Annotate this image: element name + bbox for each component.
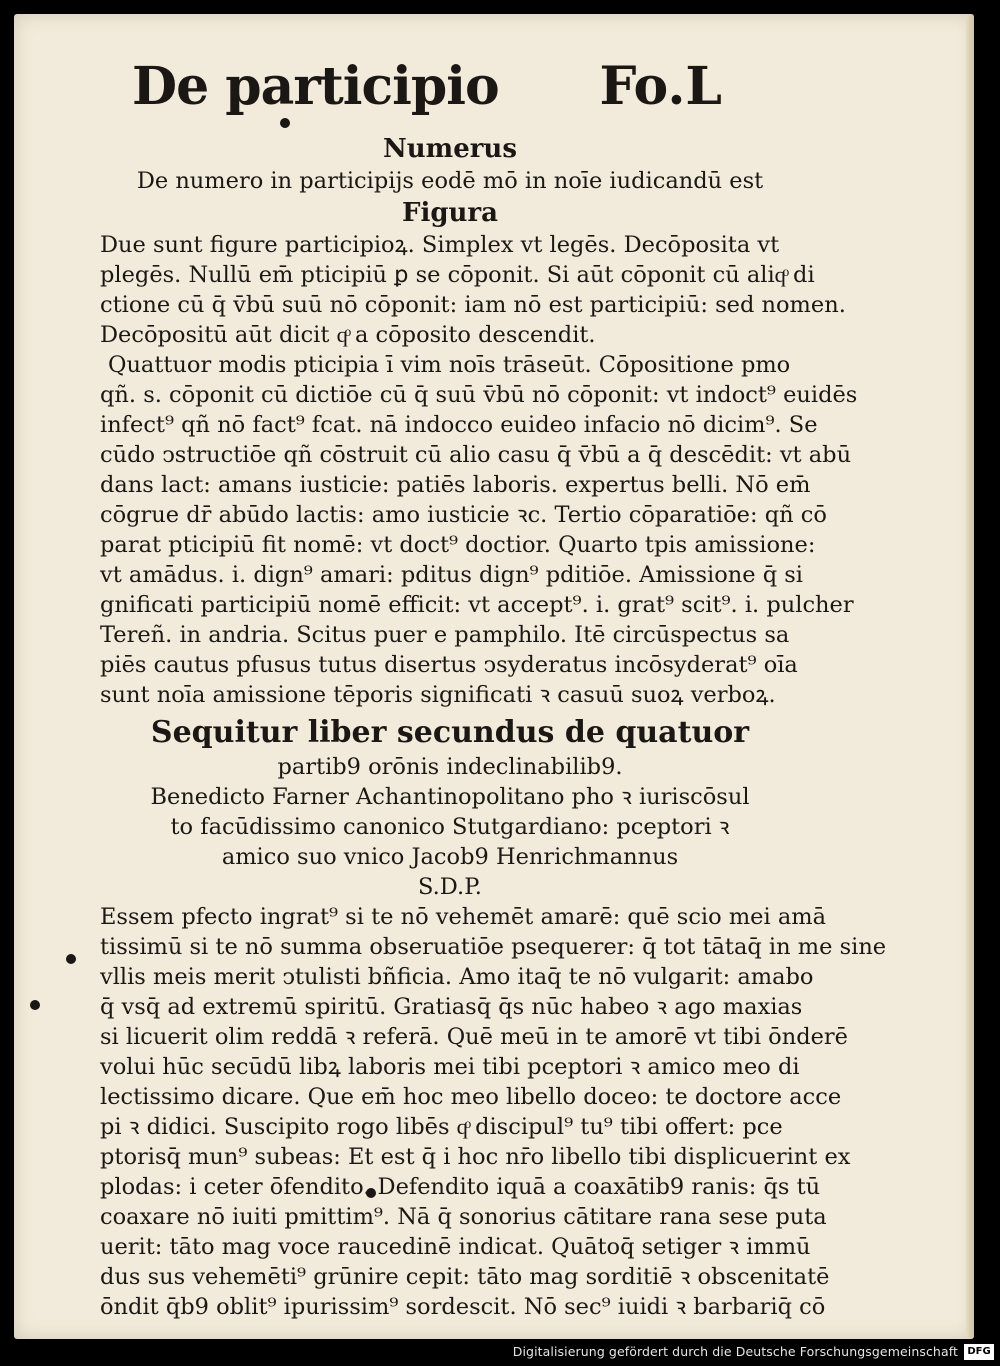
text-line: infect⁹ qñ nō fact⁹ fcat. nā indocco euideo infacio nō dicim⁹. Se <box>100 412 818 438</box>
ink-dot <box>280 118 290 128</box>
text-line: qñ. s. cōponit cū dictiōe cū q̄ suū v̄bū nō cōponit: vt indoct⁹ euidēs <box>100 382 858 408</box>
text-line: si licuerit olim reddā ꝛ referā. Quē meū in te amorē vt tibi ōnderē <box>100 1024 849 1050</box>
text-line: Essem pfecto ingrat⁹ si te nō vehemēt amarē: quē scio mei amā <box>100 904 826 930</box>
text-line: ōndit q̄b9 oblit⁹ ipurissim⁹ sordescit. Nō sec⁹ iuidi ꝛ barbariq̄ cō <box>100 1294 826 1320</box>
heading-numerus: Numerus <box>383 134 517 164</box>
text-line: coaxare nō iuiti pmittim⁹. Nā q̄ sonorius cātitare rana sese puta <box>100 1204 827 1230</box>
heading-figura: Figura <box>402 198 498 228</box>
text-line: cōgrue dr̄ abūdo lactis: amo iusticie ꝛc. Tertio cōparatiōe: qñ cō <box>100 502 827 528</box>
text-line: tissimū si te nō summa obseruatiōe psequerer: q̄ tot tātaq̄ in me sine <box>100 934 887 960</box>
text-line: ctione cū q̄ v̄bū suū nō cōponit: iam nō est participiū: sed nomen. <box>100 292 846 318</box>
dedication-line: Benedicto Farner Achantinopolitano pho ꝛ iuriscōsul <box>150 784 750 810</box>
numerus-line: De numero in participijs eodē mō in noīe iudicandū est <box>136 168 764 194</box>
page-edge <box>966 14 974 1339</box>
running-head-title: De participio <box>132 56 499 117</box>
footer-bar <box>0 1339 1000 1366</box>
text-line: sunt noīa amissione tēporis significati ꝛ casuū suoꝝ verboꝝ. <box>100 682 776 708</box>
dedication-sdp: S.D.P. <box>418 874 482 900</box>
text-line: vllis meis merit ↄtulisti bñficia. Amo itaq̄ te nō vulgarit: amabo <box>100 964 814 990</box>
text-line: gnificati participiū nomē efficit: vt accept⁹. i. grat⁹ scit⁹. i. pulcher <box>100 592 854 618</box>
text-block <box>100 132 887 1322</box>
ink-dot <box>66 954 76 964</box>
dedication-line: amico suo vnico Jacob9 Henrichmannus <box>221 844 679 870</box>
text-line: vt amādus. i. dign⁹ amari: pditus dign⁹ pditiōe. Amissione q̄ si <box>100 562 804 588</box>
text-line: piēs cautus pfusus tutus disertus ↄsyderatus incōsyderat⁹ oīa <box>100 652 798 678</box>
text-line: volui hūc secūdū libꝝ laboris mei tibi pceptori ꝛ amico meo di <box>100 1054 800 1080</box>
book-page <box>14 14 974 1339</box>
text-line: Quattuor modis pticipia ī vim noīs trāseūt. Cōpositione pmo <box>108 352 791 378</box>
text-line: dus sus vehemēti⁹ grūnire cepit: tāto mag sorditiē ꝛ obscenitatē <box>100 1264 830 1290</box>
footer-credit: Digitalisierung gefördert durch die Deutsche Forschungsgemeinschaft <box>512 1344 958 1359</box>
text-line: Decōpositū aūt dicit qͦ a cōposito descendit. <box>100 322 596 348</box>
liber-subheading: partib9 orōnis indeclinabilib9. <box>277 754 623 780</box>
text-line: pi ꝛ didici. Suscipito rogo libēs qͦ discipul⁹ tu⁹ tibi offert: pce <box>100 1114 783 1140</box>
text-line: q̄ vsq̄ ad extremū spiritū. Gratiasq̄ q̄s nūc habeo ꝛ ago maxias <box>100 994 803 1020</box>
text-line: cūdo ↄstructiōe qñ cōstruit cū alio casu q̄ v̄bū a q̄ descēdit: vt abū <box>100 442 852 468</box>
folio-number: Fo.L <box>599 56 722 117</box>
heading-liber-secundus: Sequitur liber secundus de quatuor <box>150 715 750 750</box>
text-line: Due sunt figure participioꝝ. Simplex vt legēs. Decōposita vt <box>100 232 780 258</box>
text-line: ptorisq̄ mun⁹ subeas: Et est q̄ i hoc nr̄o libello tibi displicuerint ex <box>100 1144 851 1170</box>
text-line: lectissimo dicare. Que em̄ hoc meo libello doceo: te doctore acce <box>100 1084 842 1110</box>
text-line: plegēs. Nullū em̄ pticipiū ꝑ se cōponit. Si aūt cōponit cū aliqͦ di <box>100 262 815 288</box>
dedication-line: to facūdissimo canonico Stutgardiano: pceptori ꝛ <box>170 814 730 840</box>
text-line: plodas: i ceter ōfendito. Defendito iquā a coaxātib9 ranis: q̄s tū <box>100 1174 821 1200</box>
text-line: uerit: tāto mag voce raucedinē indicat. Quātoq̄ setiger ꝛ immū <box>100 1234 811 1260</box>
text-line: dans lact: amans iusticie: patiēs laboris. expertus belli. Nō em̄ <box>100 472 811 498</box>
running-head <box>132 56 722 126</box>
text-line: parat pticipiū fit nomē: vt doct⁹ doctior. Quarto tpis amissione: <box>100 532 816 558</box>
dfg-logo: DFG <box>964 1344 994 1360</box>
text-line: Tereñ. in andria. Scitus puer e pamphilo. Itē circūspectus sa <box>100 622 790 648</box>
ink-dot <box>30 1000 40 1010</box>
